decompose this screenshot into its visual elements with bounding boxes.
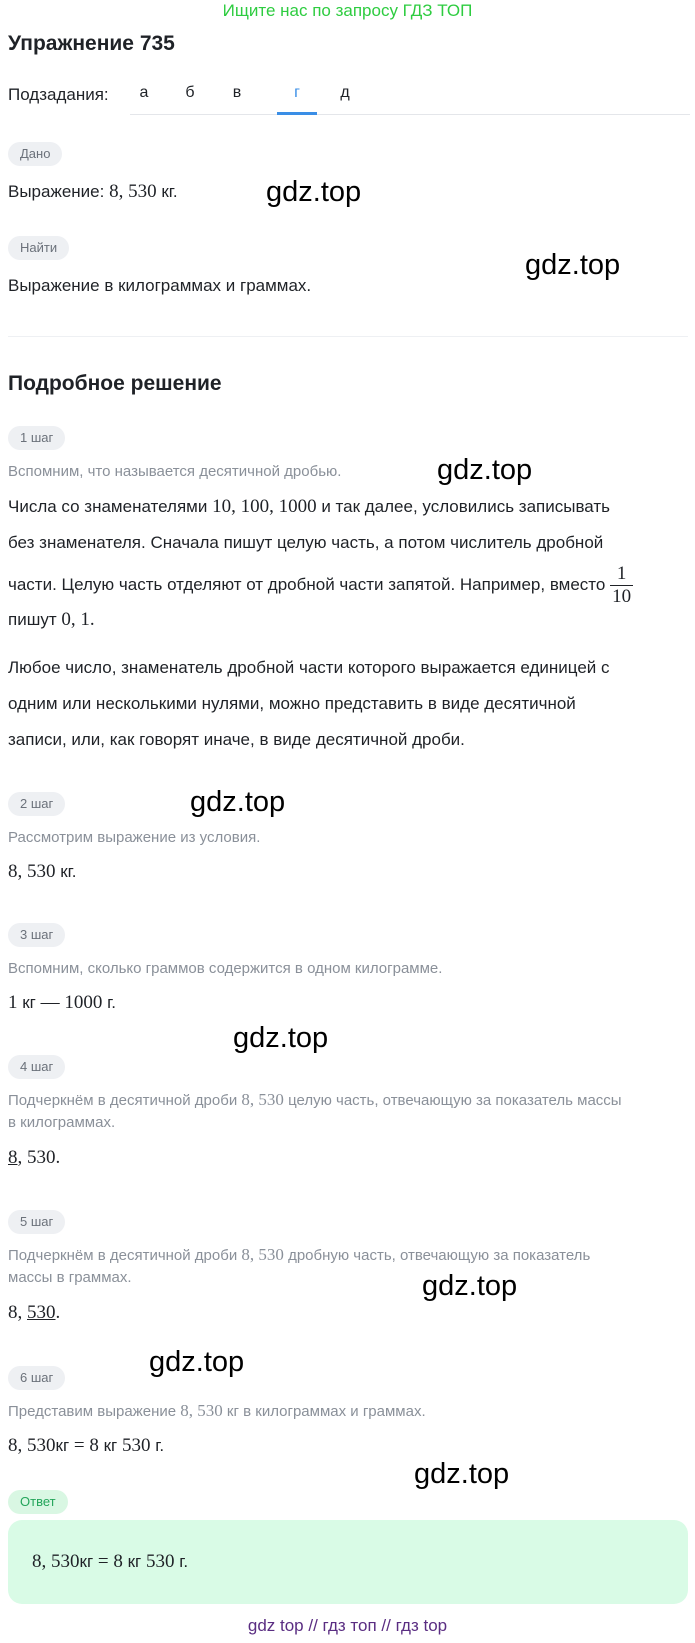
given-text (8, 174, 178, 210)
step5-hint-line2: массы в граммах. (8, 1269, 132, 1286)
page-title: Упражнение 735 (8, 32, 175, 55)
step1-hint: Вспомним, что называется десятичной дробью. (8, 463, 342, 480)
fraction-denominator: 10 (612, 586, 632, 607)
answer-expression (32, 1544, 188, 1580)
subtasks-label: Подзадания: (8, 85, 109, 104)
answer-unit: кг (127, 1552, 142, 1571)
step6-math: 8, 530 (8, 1435, 56, 1456)
footer-separator: // (308, 1616, 318, 1635)
given-suffix: кг. (161, 182, 178, 201)
step1-math: 0, 1. (61, 609, 95, 630)
tab-g[interactable]: г (294, 84, 300, 101)
footer-link-gdz-top[interactable]: gdz top (247, 1616, 304, 1635)
step6-unit: кг (55, 1436, 70, 1455)
step1-line4 (8, 602, 95, 638)
section-divider (8, 336, 688, 337)
step3-badge: 3 шаг (8, 923, 65, 947)
find-badge: Найти (8, 236, 69, 260)
step2-hint: Рассмотрим выражение из условия. (8, 829, 261, 846)
step3-unit: г. (107, 993, 116, 1012)
step3-math: — 1000 (40, 992, 103, 1013)
given-badge: Дано (8, 142, 62, 166)
watermark: gdz.top (190, 786, 286, 818)
given-prefix: Выражение: (8, 182, 105, 201)
step6-hint-text: в килограммах и граммах. (243, 1403, 426, 1420)
tab-b[interactable]: б (185, 84, 195, 101)
step5-lead: 8, (8, 1302, 27, 1323)
watermark: gdz.top (266, 176, 362, 208)
answer-math: 8, 530 (32, 1551, 80, 1572)
active-tab-indicator (277, 112, 317, 115)
step6-badge: 6 шаг (8, 1366, 65, 1390)
step2-badge: 2 шаг (8, 792, 65, 816)
step1-text: Числа со знаменателями (8, 497, 208, 516)
step4-hint-math: 8, 530 (241, 1090, 284, 1109)
step6-unit: кг (103, 1436, 118, 1455)
step1-text: и так далее, условились записывать (321, 497, 611, 516)
step1-line3 (8, 563, 633, 608)
step5-badge: 5 шаг (8, 1210, 65, 1234)
step6-math: = 8 (69, 1435, 104, 1456)
watermark: gdz.top (422, 1270, 518, 1302)
step2-math: 8, 530 (8, 861, 56, 882)
fraction-1-10 (610, 563, 633, 608)
footer-separator: // (381, 1616, 391, 1635)
step1-p2-line1: Любое число, знаменатель дробной части которого выражается единицей с (8, 658, 610, 677)
step6-hint (8, 1399, 426, 1424)
answer-unit: г. (179, 1552, 189, 1571)
watermark: gdz.top (525, 249, 621, 281)
step3-hint: Вспомним, сколько граммов содержится в одном килограмме. (8, 960, 443, 977)
step2-unit: кг. (60, 862, 77, 881)
watermark: gdz.top (414, 1458, 510, 1490)
watermark: gdz.top (149, 1346, 245, 1378)
step2-expression (8, 854, 77, 890)
step6-expression (8, 1428, 164, 1464)
step4-badge: 4 шаг (8, 1055, 65, 1079)
given-math: 8, 530 (109, 181, 157, 202)
step4-hint-text: Подчеркнём в десятичной дроби (8, 1092, 238, 1109)
step5-hint-math: 8, 530 (241, 1245, 284, 1264)
footer-link-gdz-top-ru[interactable]: гдз топ (322, 1616, 377, 1635)
footer-links (0, 1616, 695, 1636)
step6-hint-text: Представим выражение (8, 1403, 177, 1420)
step6-unit: г. (155, 1436, 165, 1455)
step6-hint-math: 8, 530 (180, 1401, 223, 1420)
step1-line1 (8, 489, 610, 525)
footer-link-gdz-top-mixed[interactable]: гдз top (395, 1616, 448, 1635)
answer-math: 530 (141, 1551, 180, 1572)
answer-unit: кг (79, 1552, 94, 1571)
watermark: gdz.top (233, 1022, 329, 1054)
tab-d[interactable]: д (340, 84, 350, 101)
step1-line2: без знаменателя. Сначала пишут целую часть, а потом числитель дробной (8, 533, 604, 552)
step4-hint-line2: в килограммах. (8, 1114, 116, 1131)
solution-title: Подробное решение (8, 372, 222, 395)
answer-math: = 8 (93, 1551, 128, 1572)
step3-expression (8, 985, 116, 1021)
tabs-divider (130, 114, 690, 115)
step1-math: 10, 100, 1000 (212, 496, 317, 517)
watermark: gdz.top (437, 454, 533, 486)
step5-tail: . (55, 1302, 61, 1323)
step5-hint-text: Подчеркнём в десятичной дроби (8, 1247, 238, 1264)
step1-badge: 1 шаг (8, 426, 65, 450)
step4-rest: , 530. (17, 1147, 61, 1168)
step6-math: 530 (117, 1435, 156, 1456)
find-text: Выражение в килограммах и граммах. (8, 276, 312, 295)
step4-hint (8, 1088, 622, 1113)
fraction-numerator: 1 (616, 563, 627, 584)
underlined-integer-part: 8 (8, 1147, 18, 1168)
step5-hint-text: дробную часть, отвечающую за показатель (288, 1247, 591, 1264)
step1-p2-line3: записи, или, как говорят иначе, в виде десятичной дроби. (8, 730, 465, 749)
step1-p2-line2: одним или несколькими нулями, можно представить в виде десятичной (8, 694, 576, 713)
step5-hint (8, 1243, 590, 1268)
step4-expression (8, 1140, 60, 1176)
step3-math: 1 (8, 992, 18, 1013)
step5-expression (8, 1295, 60, 1331)
search-banner: Ищите нас по запросу ГДЗ ТОП (222, 1, 473, 20)
step1-text: пишут (8, 610, 57, 629)
tab-a[interactable]: а (139, 84, 149, 101)
step4-hint-text: целую часть, отвечающую за показатель массы (288, 1092, 622, 1109)
step1-text: части. Целую часть отделяют от дробной части запятой. Например, вместо (8, 574, 606, 594)
step6-hint-unit: кг (226, 1403, 239, 1420)
answer-badge: Ответ (8, 1490, 68, 1514)
underlined-fraction-part: 530 (27, 1302, 56, 1323)
tab-v[interactable]: в (232, 84, 242, 101)
step3-unit: кг (22, 993, 36, 1012)
